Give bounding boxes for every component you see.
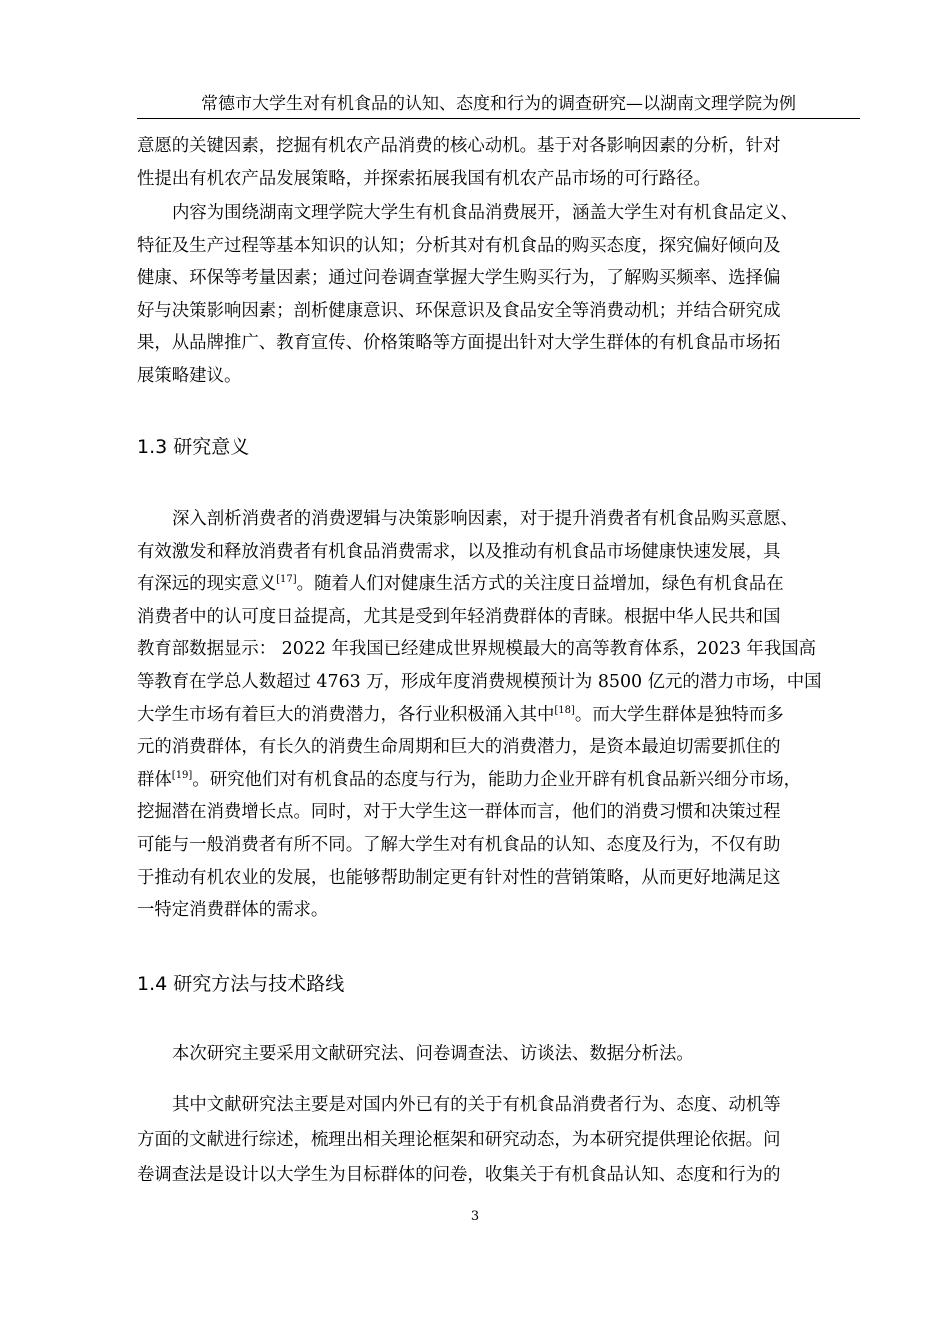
paragraph-line: 本次研究主要采用文献研究法、问卷调查法、访谈法、数据分析法。	[172, 1044, 694, 1064]
section-heading-1-4: 1.4 研究方法与技术路线	[137, 973, 345, 995]
paragraph-line: 其中文献研究法主要是对国内外已有的关于有机食品消费者行为、态度、动机等	[172, 1095, 781, 1115]
paragraph-line: 意愿的关键因素，挖掘有机农产品消费的核心动机。基于对各影响因素的分析，针对	[137, 136, 781, 156]
paragraph-line: 好与决策影响因素；剖析健康意识、环保意识及食品安全等消费动机；并结合研究成	[137, 300, 781, 321]
paragraph-line	[137, 699, 863, 732]
text-run: 群体	[137, 769, 172, 790]
text-run: 。而大学生群体是独特而多	[574, 704, 784, 725]
text-run: 。随着人们对健康生活方式的关注度日益增加，绿色有机食品在	[296, 574, 784, 595]
paragraph-line: 消费者中的认可度日益提高，尤其是受到年轻消费群体的青睐。根据中华人民共和国	[137, 606, 781, 627]
paragraph-line: 一特定消费群体的需求。	[137, 900, 329, 921]
paragraph-1	[137, 130, 863, 195]
paragraph-line	[137, 568, 863, 601]
paragraph-line: 于推动有机农业的发展，也能够帮助制定更有针对性的营销策略，从而更好地满足这	[137, 867, 781, 888]
citation-18: [18]	[554, 704, 575, 716]
paragraph-line: 教育部数据显示： 2022 年我国已经建成世界规模最大的高等教育体系，2023 年我国高	[137, 639, 816, 660]
header-rule	[137, 118, 860, 119]
paragraph-line: 内容为围绕湖南文理学院大学生有机食品消费展开，涵盖大学生对有机食品定义、	[172, 203, 799, 223]
paragraph-3	[137, 503, 863, 927]
running-header: 常德市大学生对有机食品的认知、态度和行为的调查研究—以湖南文理学院为例	[201, 94, 796, 114]
paragraph-line: 深入剖析消费者的消费逻辑与决策影响因素，对于提升消费者有机食品购买意愿、	[172, 509, 799, 529]
paragraph-2	[137, 197, 863, 393]
paragraph-line: 性提出有机农产品发展策略，并探索拓展我国有机农产品市场的可行路径。	[137, 168, 711, 189]
paragraph-line: 元的消费群体，有长久的消费生命周期和巨大的消费潜力，是资本最迫切需要抓住的	[137, 737, 781, 758]
citation-19: [19]	[171, 769, 193, 781]
section-heading-1-3: 1.3 研究意义	[137, 436, 250, 458]
paragraph-line: 方面的文献进行综述，梳理出相关理论框架和研究动态，为本研究提供理论依据。问	[137, 1130, 781, 1150]
paragraph-line: 有效激发和释放消费者有机食品消费需求，以及推动有机食品市场健康快速发展，具	[137, 541, 781, 562]
paragraph-line: 卷调查法是设计以大学生为目标群体的问卷，收集关于有机食品认知、态度和行为的	[137, 1165, 781, 1185]
paragraph-line: 特征及生产过程等基本知识的认知；分析其对有机食品的购买态度，探究偏好倾向及	[137, 235, 781, 256]
citation-17: [17]	[276, 574, 297, 586]
paragraph-line: 挖掘潜在消费增长点。同时，对于大学生这一群体而言，他们的消费习惯和决策过程	[137, 802, 781, 823]
paragraph-line: 可能与一般消费者有所不同。了解大学生对有机食品的认知、态度及行为，不仅有助	[137, 834, 781, 855]
paragraph-line: 健康、环保等考量因素；通过问卷调查掌握大学生购买行为，了解购买频率、选择偏	[137, 268, 781, 289]
paragraph-line: 等教育在学总人数超过 4763 万，形成年度消费规模预计为 8500 亿元的潜力市场，中国	[137, 671, 822, 692]
text-run: 大学生市场有着巨大的消费潜力，各行业积极涌入其中	[137, 704, 555, 725]
paragraph-line: 展策略建议。	[137, 365, 242, 386]
paragraph-line: 果，从品牌推广、教育宣传、价格策略等方面提出针对大学生群体的有机食品市场拓	[137, 333, 781, 354]
text-run: 有深远的现实意义	[137, 574, 277, 595]
paragraph-5	[137, 1088, 863, 1193]
paragraph-4	[137, 1038, 863, 1071]
text-run: 。研究他们对有机食品的态度与行为，能助力企业开辟有机食品新兴细分市场，	[192, 769, 802, 790]
paragraph-line	[137, 764, 863, 797]
page-number: 3	[470, 1209, 480, 1224]
